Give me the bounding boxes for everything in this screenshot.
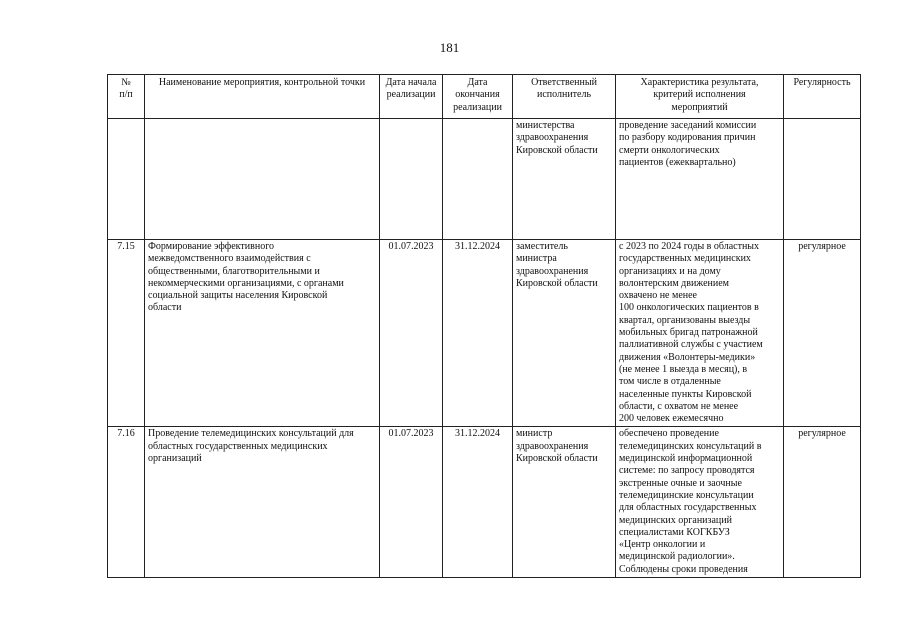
header-name: Наименование мероприятия, контрольной точки [145, 75, 380, 119]
table-row [108, 119, 861, 240]
row-result: проведение заседаний комиссии по разбору кодирования причин смерти онкологических пациентов (ежеквартально) [616, 119, 784, 240]
row-responsible: министр здравоохранения Кировской области [513, 427, 616, 578]
row-start-date: 01.07.2023 [380, 240, 443, 427]
row-name: Формирование эффективного межведомственного взаимодействия с общественными, благотворительными и некоммерческими организациями, с органами социальной защиты населения Кировской области [145, 240, 380, 427]
header-responsible: Ответственный исполнитель [513, 75, 616, 119]
table-row [108, 240, 861, 427]
header-regularity: Регулярность [784, 75, 861, 119]
activities-table [107, 74, 861, 578]
row-responsible: заместитель министра здравоохранения Кировской области [513, 240, 616, 427]
header-num: № п/п [108, 75, 145, 119]
row-result: обеспечено проведение телемедицинских консультаций в медицинской информационной системе: по запросу проводятся экстренные очные и заочные телемедицинские консультации для областных государственных медицинских организаций специалистами КОГКБУЗ «Центр онкологии и медицинской радиологии». Соблюдены сроки проведения [616, 427, 784, 578]
table-row [108, 427, 861, 578]
row-regularity [784, 119, 861, 240]
row-regularity: регулярное [784, 240, 861, 427]
row-name: Проведение телемедицинских консультаций для областных государственных медицинских организаций [145, 427, 380, 578]
row-responsible: министерства здравоохранения Кировской области [513, 119, 616, 240]
row-end-date [443, 119, 513, 240]
row-name [145, 119, 380, 240]
row-start-date: 01.07.2023 [380, 427, 443, 578]
header-result: Характеристика результата, критерий исполнения мероприятий [616, 75, 784, 119]
header-start-date: Дата начала реализации [380, 75, 443, 119]
row-start-date [380, 119, 443, 240]
row-regularity: регулярное [784, 427, 861, 578]
header-end-date: Дата окончания реализации [443, 75, 513, 119]
row-end-date: 31.12.2024 [443, 427, 513, 578]
row-num: 7.15 [108, 240, 145, 427]
table-header-row [108, 75, 861, 119]
row-num [108, 119, 145, 240]
page-number: 181 [439, 40, 460, 55]
row-num: 7.16 [108, 427, 145, 578]
row-end-date: 31.12.2024 [443, 240, 513, 427]
row-result: с 2023 по 2024 годы в областных государственных медицинских организациях и на дому волонтерским движением охвачено не менее 100 онкологических пациентов в квартал, организованы выезды мобильных бригад патронажной паллиативной службы с участием движения «Волонтеры-медики» (не менее 1 выезда в месяц), в том числе в отдаленные населенные пункты Кировской области, с охватом не менее 200 человек ежемесячно [616, 240, 784, 427]
